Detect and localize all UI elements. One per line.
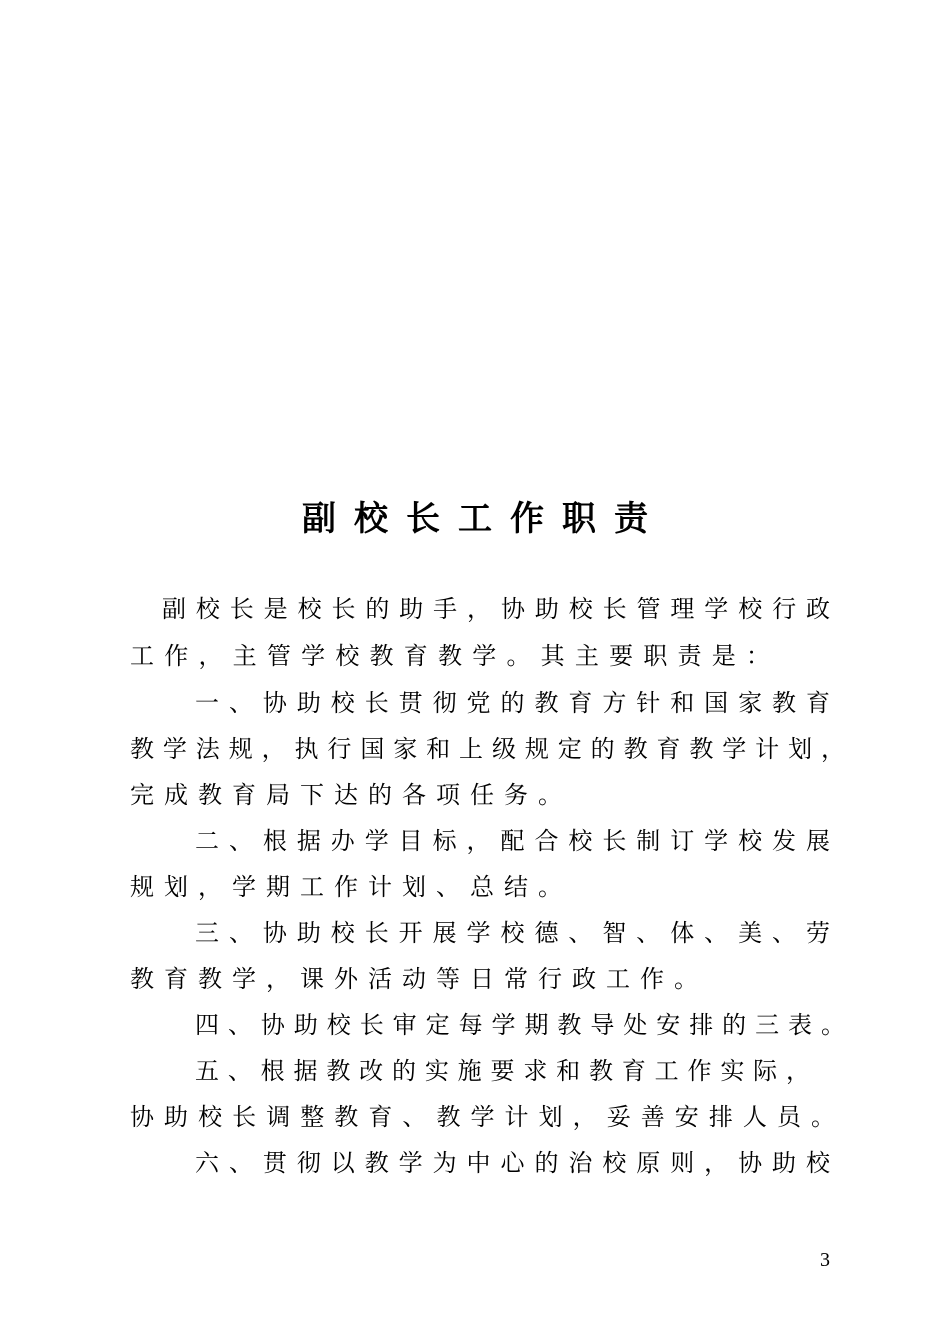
- paragraph-line: 一 、 协 助 校 长 贯 彻 党 的 教 育 方 针 和 国 家 教 育: [195, 689, 830, 717]
- paragraph-line: 教育教学，课外活动等日常行政工作。: [130, 965, 708, 993]
- paragraph-line: 规划，学期工作计划、总结。: [130, 873, 572, 901]
- paragraph-line: 副 校 长 是 校 长 的 助 手 ， 协 助 校 长 管 理 学 校 行 政: [162, 595, 830, 623]
- paragraph-line: 五 、 根 据 教 改 的 实 施 要 求 和 教 育 工 作 实 际 ，: [195, 1057, 810, 1085]
- paragraph-line: 四 、 协 助 校 长 审 定 每 学 期 教 导 处 安 排 的 三 表 。: [195, 1011, 845, 1039]
- paragraph-line: 二 、 根 据 办 学 目 标 ， 配 合 校 长 制 订 学 校 发 展: [195, 827, 830, 855]
- paragraph-line: 工 作 ， 主 管 学 校 教 育 教 学 。 其 主 要 职 责 是 ：: [130, 642, 770, 670]
- document-title: 副校长工作职责: [302, 499, 666, 539]
- paragraph-line: 六 、 贯 彻 以 教 学 为 中 心 的 治 校 原 则 ， 协 助 校: [195, 1149, 830, 1177]
- paragraph-line: 三 、 协 助 校 长 开 展 学 校 德 、 智 、 体 、 美 、 劳: [195, 919, 830, 947]
- paragraph-line: 教 学 法 规 ， 执 行 国 家 和 上 级 规 定 的 教 育 教 学 计 划 ，: [130, 735, 845, 763]
- page-number: 3: [820, 1249, 830, 1271]
- paragraph-line: 完成教育局下达的各项任务。: [130, 781, 572, 809]
- paragraph-line: 协 助 校 长 调 整 教 育 、 教 学 计 划 ， 妥 善 安 排 人 员 。: [130, 1103, 835, 1131]
